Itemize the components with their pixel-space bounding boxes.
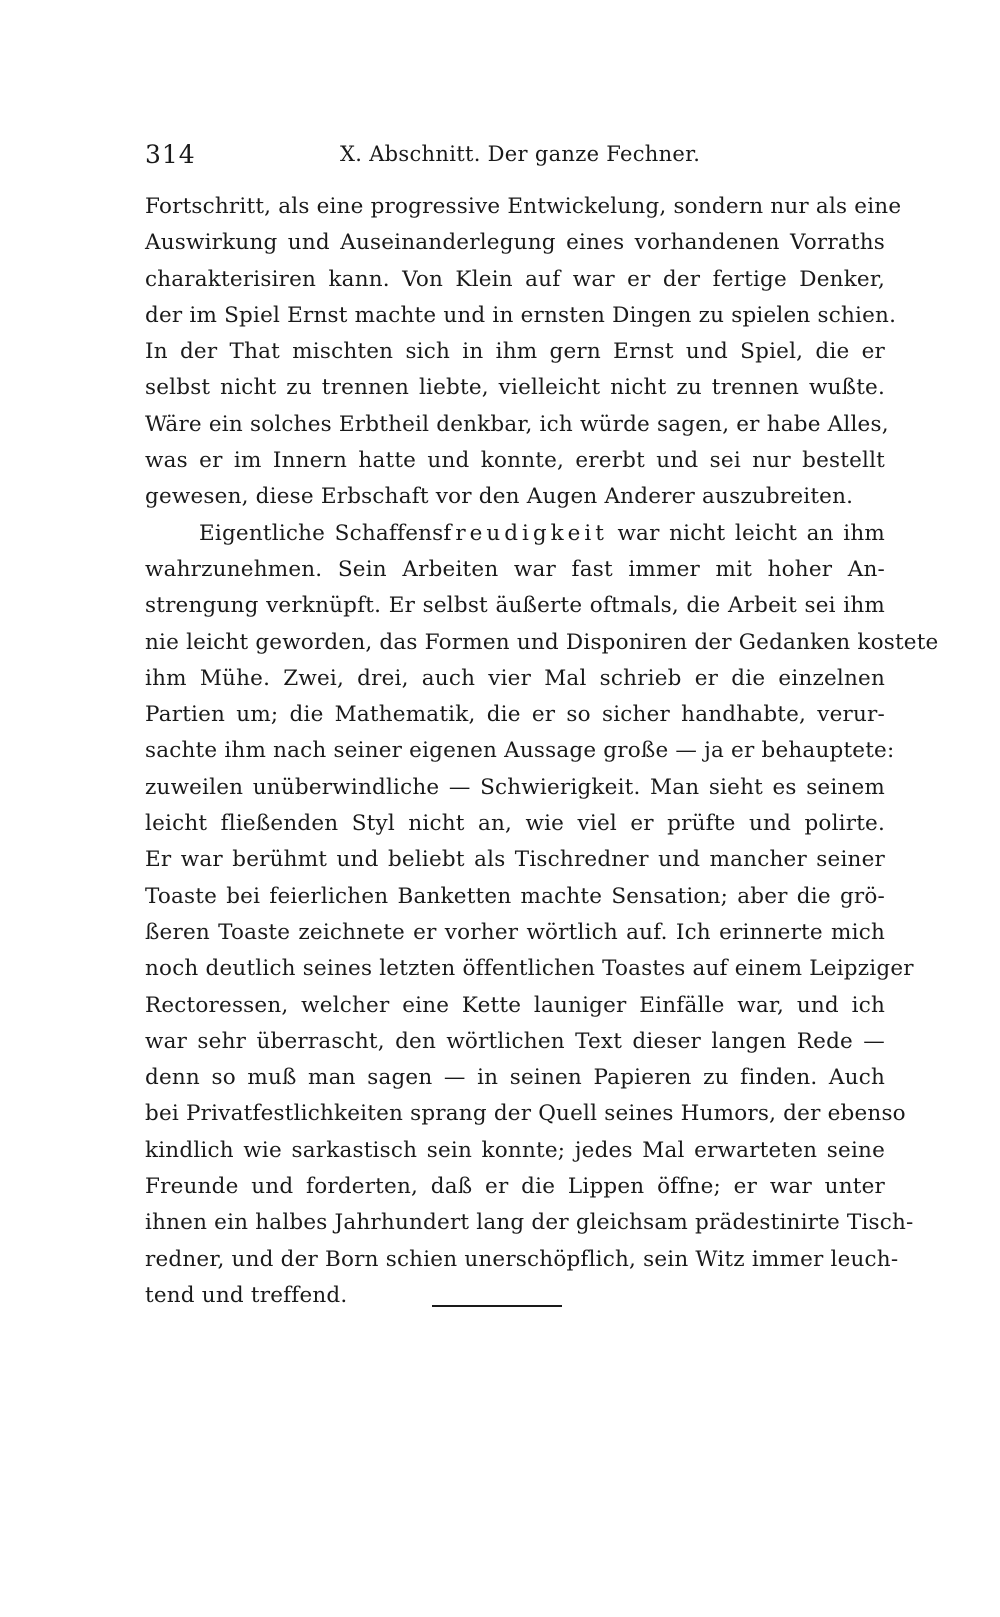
text-line: charakterisiren kann. Von Klein auf war er der fertige Denker, [145,266,885,292]
text-segment: Eigentliche Schaffens [199,520,444,546]
body-text [145,189,939,1314]
text-line: war sehr überrascht, den wörtlichen Text dieser langen Rede — [145,1028,885,1054]
text-segment: war nicht leicht an ihm [607,520,885,546]
text-line: wahrzunehmen. Sein Arbeiten war fast immer mit hoher An- [145,556,885,582]
text-line: der im Spiel Ernst machte und in ernsten Dingen zu spielen schien. [145,302,897,328]
spaced-emphasis: freudigkeit [443,520,608,546]
page-number: 314 [145,140,196,169]
text-line: Wäre ein solches Erbtheil denkbar, ich würde sagen, er habe Alles, [145,411,889,437]
text-line: ihnen ein halbes Jahrhundert lang der gleichsam prädestinirte Tisch- [145,1210,914,1236]
text-line: denn so muß man sagen — in seinen Papieren zu finden. Auch [145,1065,885,1091]
text-line: Toaste bei feierlichen Banketten machte Sensation; aber die grö- [145,883,885,909]
text-line: Freunde und forderten, daß er die Lippen öffne; er war unter [145,1174,885,1200]
text-line: leicht fließenden Styl nicht an, wie viel er prüfte und polirte. [145,811,885,837]
text-line: sachte ihm nach seiner eigenen Aussage große — ja er behauptete: [145,738,895,764]
text-line: ßeren Toaste zeichnete er vorher wörtlich auf. Ich erinnerte mich [145,919,885,945]
text-line: kindlich wie sarkastisch sein konnte; jedes Mal erwarteten seine [145,1137,885,1163]
running-head [145,140,885,180]
text-line: Er war berühmt und beliebt als Tischredner und mancher seiner [145,847,885,873]
text-line: was er im Innern hatte und konnte, ererbt und sei nur bestellt [145,448,885,474]
text-line: tend und treffend. [145,1282,348,1308]
text-line: In der That mischten sich in ihm gern Ernst und Spiel, die er [145,339,885,365]
text-line: bei Privatfestlichkeiten sprang der Quell seines Humors, der ebenso [145,1101,906,1127]
text-line: Fortschritt, als eine progressive Entwickelung, sondern nur als eine [145,194,902,219]
text-line: selbst nicht zu trennen liebte, vielleicht nicht zu trennen wußte. [145,375,885,401]
text-line: gewesen, diese Erbschaft vor den Augen Anderer auszubreiten. [145,484,854,510]
text-line: Rectoressen, welcher eine Kette launiger Einfälle war, und ich [145,992,885,1018]
text-line: noch deutlich seines letzten öffentlichen Toastes auf einem Leipziger [145,956,914,982]
text-line: strengung verknüpft. Er selbst äußerte oftmals, die Arbeit sei ihm [145,593,885,619]
text-line: Auswirkung und Auseinanderlegung eines vorhandenen Vorraths [145,230,885,256]
running-title: X. Abschnitt. Der ganze Fechner. [340,142,701,166]
text-line: zuweilen unüberwindliche — Schwierigkeit. Man sieht es seinem [145,774,885,800]
paragraph-first-line [145,516,885,552]
text-line: nie leicht geworden, das Formen und Disponiren der Gedanken kostete [145,629,939,655]
text-line: ihm Mühe. Zwei, drei, auch vier Mal schrieb er die einzelnen [145,665,885,691]
text-line: Partien um; die Mathematik, die er so sicher handhabte, verur- [145,702,885,728]
text-line: redner, und der Born schien unerschöpflich, sein Witz immer leuch- [145,1246,899,1272]
section-end-rule [432,1305,562,1307]
